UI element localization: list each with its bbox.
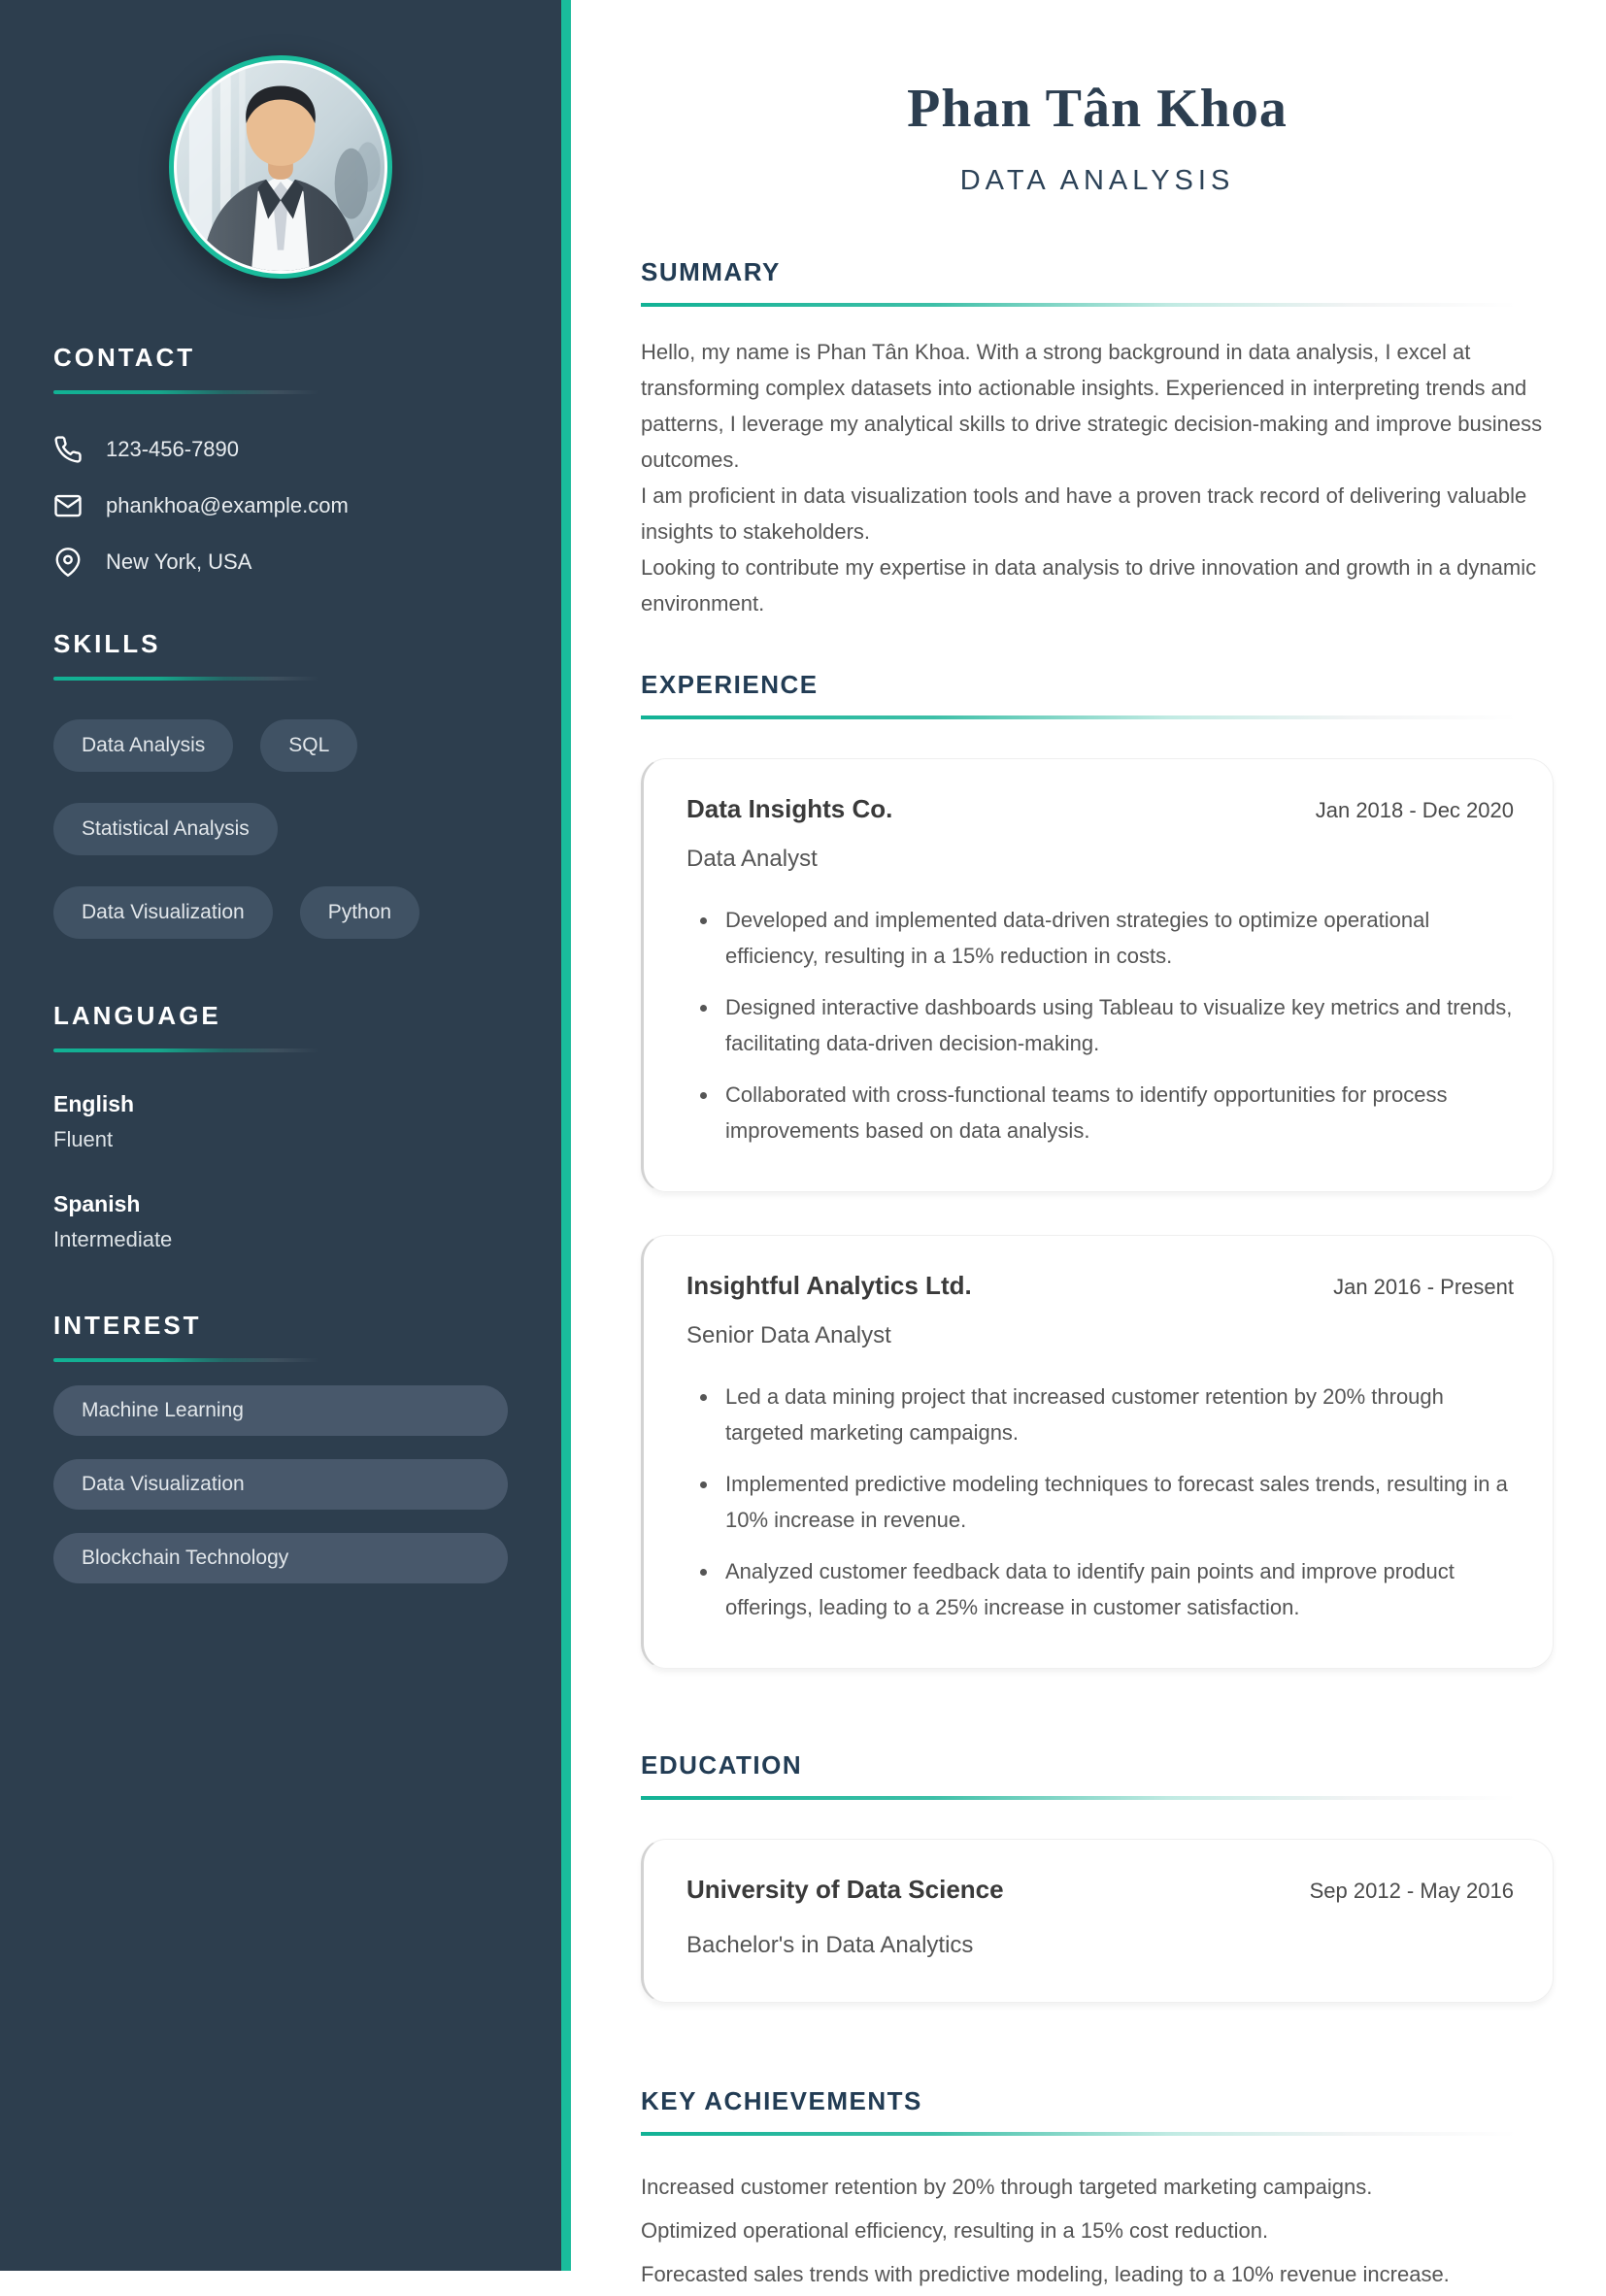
sidebar <box>0 0 561 2271</box>
education-section <box>641 1750 1554 2003</box>
language-entry <box>53 1091 508 1152</box>
accent-divider <box>561 0 571 2271</box>
job-bullet: • Led a data mining project that increased customer retention by 20% through targeted marketing campaigns. <box>719 1379 1514 1450</box>
location-icon <box>53 548 83 577</box>
skills-title: SKILLS <box>53 629 161 658</box>
language-name: Spanish <box>53 1191 141 1216</box>
summary-underline <box>641 303 1554 307</box>
education-card <box>641 1839 1554 2003</box>
company-name: Data Insights Co. <box>686 794 893 823</box>
experience-card <box>641 1235 1554 1669</box>
job-dates: Jan 2018 - Dec 2020 <box>1315 798 1514 822</box>
avatar <box>53 0 508 279</box>
summary-paragraph: Looking to contribute my expertise in data analysis to drive innovation and growth in a dynamic environment. <box>641 555 1537 616</box>
skill-pill: Python <box>300 886 419 939</box>
contact-location-text: New York, USA <box>106 549 252 574</box>
skill-pill: Data Visualization <box>53 886 273 939</box>
summary-paragraph: Hello, my name is Phan Tân Khoa. With a strong background in data analysis, I excel at transforming complex datasets into actionable insights. Experienced in interpreting trends and patterns, I leverage my analytical skills to drive strategic decision-making and improve business outcomes. <box>641 340 1543 472</box>
job-bullet: • Implemented predictive modeling techniques to forecast sales trends, resulting in a 10% increase in revenue. <box>719 1466 1514 1538</box>
experience-section <box>641 670 1554 1669</box>
skills-section <box>53 629 508 939</box>
interest-underline <box>53 1358 330 1362</box>
summary-title: SUMMARY <box>641 257 781 286</box>
achievement-item: Optimized operational efficiency, resulting in a 15% cost reduction. <box>641 2218 1269 2243</box>
person-role-title: DATA ANALYSIS <box>959 165 1235 196</box>
job-bullet: • Collaborated with cross-functional teams to identify opportunities for process improvements based on data analysis. <box>719 1077 1514 1148</box>
job-bullet: • Analyzed customer feedback data to identify pain points and improve product offerings, leading to a 25% increase in customer satisfaction. <box>719 1553 1514 1625</box>
achievements-underline <box>641 2132 1554 2136</box>
summary-paragraph: I am proficient in data visualization tools and have a proven track record of delivering valuable insights to stakeholders. <box>641 483 1527 544</box>
language-section <box>53 1001 508 1252</box>
skill-pill: SQL <box>260 719 357 772</box>
profile-photo <box>177 63 385 271</box>
interest-pill: Machine Learning <box>53 1385 508 1436</box>
language-title: LANGUAGE <box>53 1001 221 1030</box>
interest-pill: Blockchain Technology <box>53 1533 508 1583</box>
contact-section <box>53 343 508 577</box>
job-role: Senior Data Analyst <box>686 1322 891 1348</box>
contact-email-text: phankhoa@example.com <box>106 493 349 517</box>
achievement-item: Forecasted sales trends with predictive modeling, leading to a 10% revenue increase. <box>641 2262 1450 2286</box>
skill-pill: Data Analysis <box>53 719 233 772</box>
job-role: Data Analyst <box>686 846 818 872</box>
experience-card <box>641 758 1554 1192</box>
language-entry <box>53 1191 508 1252</box>
language-name: English <box>53 1091 135 1116</box>
mail-icon <box>53 491 83 520</box>
contact-phone <box>53 435 508 464</box>
job-dates: Jan 2016 - Present <box>1333 1275 1514 1299</box>
achievements-section <box>641 2086 1554 2296</box>
interest-section <box>53 1311 508 1583</box>
contact-title: CONTACT <box>53 343 196 372</box>
phone-icon <box>53 435 83 464</box>
company-name: Insightful Analytics Ltd. <box>686 1271 972 1300</box>
school-dates: Sep 2012 - May 2016 <box>1309 1879 1514 1903</box>
experience-underline <box>641 715 1554 719</box>
achievement-item: Increased customer retention by 20% through targeted marketing campaigns. <box>641 2175 1373 2199</box>
school-name: University of Data Science <box>686 1875 1004 1904</box>
language-underline <box>53 1048 330 1052</box>
contact-underline <box>53 390 330 394</box>
main-content <box>571 0 1606 2286</box>
job-bullet: • Developed and implemented data-driven strategies to optimize operational efficiency, resulting in a 15% reduction in costs. <box>719 902 1514 974</box>
education-underline <box>641 1796 1554 1800</box>
job-bullet: • Designed interactive dashboards using Tableau to visualize key metrics and trends, facilitating data-driven decision-making. <box>719 989 1514 1061</box>
contact-phone-text: 123-456-7890 <box>106 437 240 461</box>
skill-pill: Statistical Analysis <box>53 803 278 855</box>
language-level: Fluent <box>53 1127 114 1151</box>
education-title: EDUCATION <box>641 1750 803 1780</box>
contact-email <box>53 491 508 520</box>
degree: Bachelor's in Data Analytics <box>686 1932 974 1958</box>
achievements-title: KEY ACHIEVEMENTS <box>641 2086 922 2115</box>
summary-section <box>641 257 1554 621</box>
interest-title: INTEREST <box>53 1311 202 1340</box>
language-level: Intermediate <box>53 1227 173 1251</box>
contact-location <box>53 548 508 577</box>
person-name: Phan Tân Khoa <box>907 79 1288 139</box>
skills-underline <box>53 677 330 681</box>
experience-title: EXPERIENCE <box>641 670 819 699</box>
interest-pill: Data Visualization <box>53 1459 508 1510</box>
